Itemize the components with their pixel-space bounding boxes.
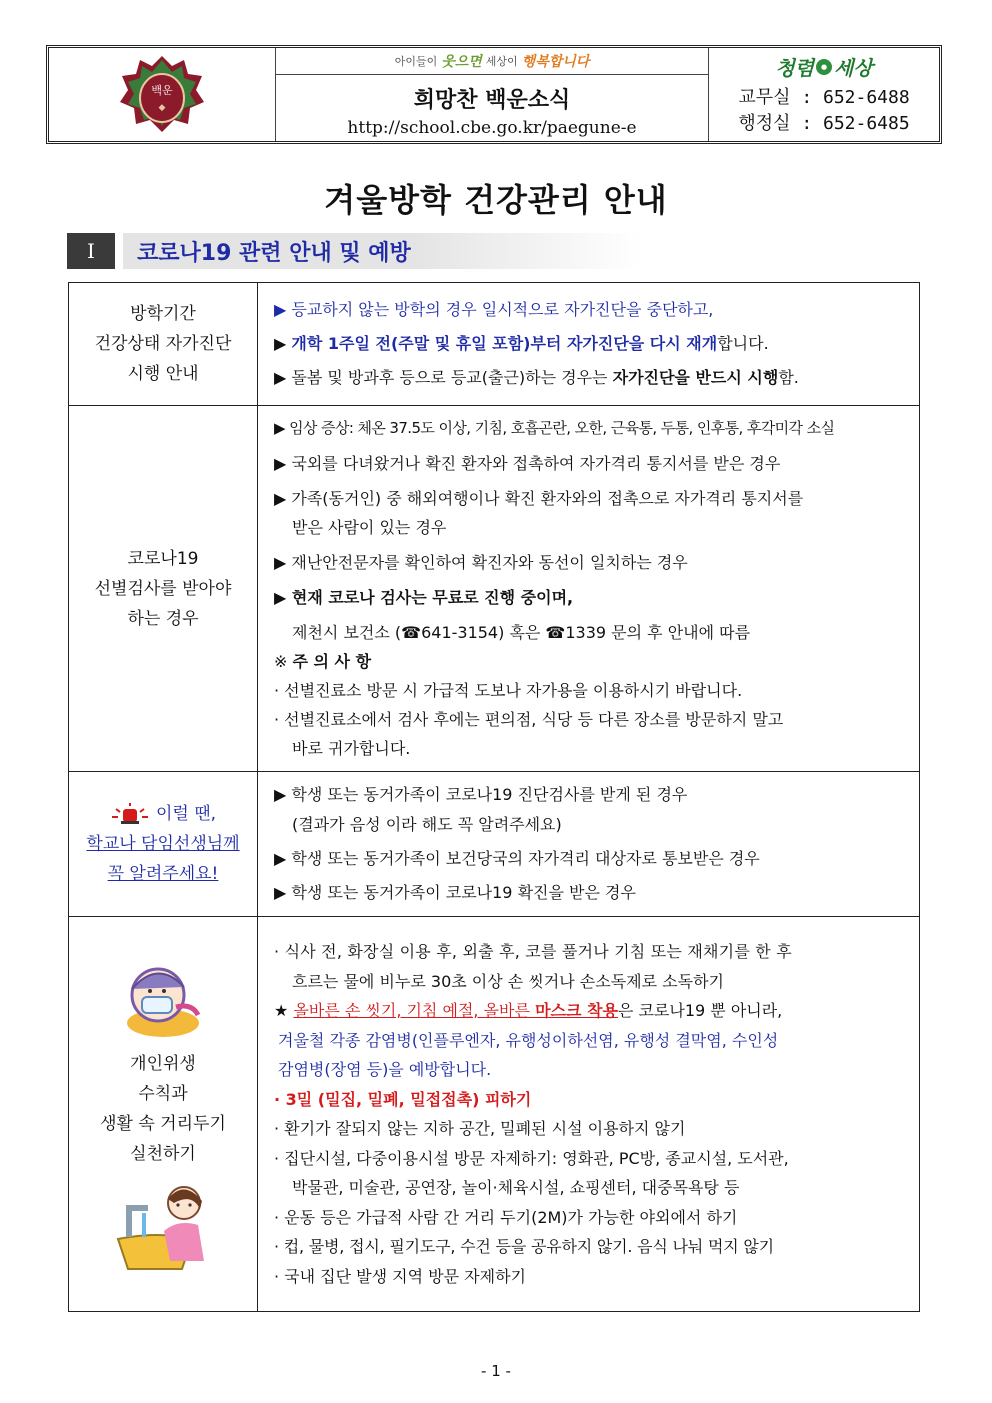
note-line: · 선별진료소 방문 시 가급적 도보나 자가용을 이용하시기 바랍니다. — [274, 681, 743, 700]
row-label-self-check — [69, 283, 258, 406]
phone-office: 교무실 : 652-6488 — [738, 87, 910, 108]
content-text: 은 코로나19 뿐 아니라, — [617, 1001, 783, 1020]
content-line: · 운동 등은 가급적 사람 간 거리 두기(2M)가 가능한 야외에서 하기 — [274, 1207, 738, 1227]
alert-subtitle: 꼭 알려주세요! — [107, 864, 219, 884]
table-row — [69, 406, 920, 772]
section-title: 코로나19 관련 안내 및 예방 — [137, 240, 411, 266]
label-line: 생활 속 거리두기 — [100, 1114, 226, 1134]
svg-text:◆: ◆ — [158, 102, 166, 113]
label-line: 개인위생 — [130, 1054, 196, 1074]
note-mark: ※ — [274, 652, 293, 671]
content-line: ▶ 등교하지 않는 방학의 경우 일시적으로 자가진단을 중단하고, — [274, 300, 714, 319]
section-heading — [67, 233, 642, 269]
logo-text: 백운 — [151, 83, 173, 97]
content-line: 제천시 보건소 (☎641-3154) 혹은 ☎1339 문의 후 안내에 따름 — [292, 623, 751, 642]
guidance-table — [68, 282, 920, 1312]
star-mark: ★ — [274, 1001, 294, 1020]
label-line: 코로나19 — [127, 548, 199, 569]
row-content-self-check — [258, 283, 920, 406]
content-text: ▶ 돌봄 및 방과후 등으로 등교(출근)하는 경우는 — [274, 368, 613, 387]
label-line: 시행 안내 — [127, 364, 199, 384]
content-text: 함. — [778, 368, 799, 387]
content-emphasis: 자가진단을 반드시 시행 — [612, 368, 779, 387]
document-title: 겨울방학 건강관리 안내 — [324, 181, 668, 219]
content-line: ▶ 가족(동거인) 중 해외여행이나 확진 환자와의 접촉으로 자가격리 통지서를 — [274, 489, 804, 508]
slogan — [276, 48, 708, 75]
table-row — [69, 283, 920, 406]
siren-icon — [110, 803, 150, 825]
brand-left: 청렴 — [775, 56, 814, 80]
content-line: 흐르는 물에 비누로 30초 이상 손 씻거나 손소독제로 소독하기 — [292, 971, 724, 991]
contact-cell — [709, 48, 939, 141]
row-label-screening — [69, 406, 258, 772]
handwash-child-icon — [108, 1179, 218, 1275]
content-emphasis: 마스크 착용 — [535, 1001, 618, 1020]
content-line: · 집단시설, 다중이용시설 방문 자제하기: 영화관, PC방, 종교시설, 도서관, — [274, 1148, 789, 1168]
content-emphasis: 올바른 손 씻기, 기침 예절, 올바른 — [293, 1001, 536, 1020]
integrity-brand — [775, 52, 872, 81]
content-line: 겨울철 각종 감염병(인플루엔자, 유행성이하선염, 유행성 결막염, 수인성 — [278, 1030, 779, 1050]
content-emphasis: 개학 1주일 전(주말 및 휴일 포함)부터 자가진단을 다시 재개 — [291, 334, 718, 353]
page-number: - 1 - — [481, 1362, 511, 1380]
brand-dot-icon: ● — [816, 59, 832, 75]
alert-subtitle: 학교나 담임선생님께 — [86, 834, 240, 854]
label-line: 하는 경우 — [127, 608, 199, 629]
header-title-cell — [276, 48, 709, 141]
section-number: I — [67, 233, 115, 269]
brand-right: 세상 — [834, 56, 873, 80]
content-line: ▶ 학생 또는 동거가족이 코로나19 진단검사를 받게 된 경우 — [274, 785, 688, 804]
content-line: · 환기가 잘되지 않는 지하 공간, 밀폐된 시설 이용하지 않기 — [274, 1119, 686, 1138]
logo-cell — [49, 48, 276, 141]
content-line: · 국내 집단 발생 지역 방문 자제하기 — [274, 1266, 526, 1286]
note-title: 주 의 사 항 — [292, 652, 372, 671]
content-text: 합니다. — [717, 334, 769, 353]
row-content-screening — [258, 406, 920, 772]
label-line: 선별검사를 받아야 — [94, 578, 232, 599]
phone-admin: 행정실 : 652-6485 — [738, 113, 910, 134]
content-line: ▶ 학생 또는 동거가족이 코로나19 확진을 받은 경우 — [274, 883, 636, 902]
slogan-part2: 세상이 — [485, 55, 518, 68]
row-label-hygiene — [69, 917, 258, 1312]
school-url[interactable]: http://school.cbe.go.kr/paegune-e — [347, 118, 637, 138]
slogan-word1: 웃으면 — [441, 54, 482, 70]
label-line: 방학기간 — [130, 304, 196, 324]
row-content-notify — [258, 772, 920, 917]
content-line: ▶ 현재 코로나 검사는 무료로 진행 중이며, — [274, 588, 574, 607]
content-line: ▶ 재난안전문자를 확인하여 확진자와 동선이 일치하는 경우 — [274, 553, 688, 572]
label-line: 수칙과 — [138, 1084, 188, 1104]
table-row — [69, 917, 920, 1312]
content-line: 받은 사람이 있는 경우 — [292, 518, 447, 537]
slogan-part1: 아이들이 — [394, 55, 438, 68]
table-row — [69, 772, 920, 917]
bullet: ▶ — [274, 334, 292, 353]
mask-child-icon — [118, 953, 208, 1043]
content-line: 박물관, 미술관, 공연장, 놀이·체육시설, 쇼핑센터, 대중목욕탕 등 — [292, 1178, 740, 1197]
content-line: · 식사 전, 화장실 이용 후, 외출 후, 코를 풀거나 기침 또는 재채기를 한 후 — [274, 942, 792, 961]
slogan-word2: 행복합니다 — [521, 54, 590, 70]
content-line: ▶ 임상 증상: 체온 37.5도 이상, 기침, 호흡곤란, 오한, 근육통, 두통, 인후통, 후각미각 소실 — [274, 419, 835, 437]
content-line: (결과가 음성 이라 해도 꼭 알려주세요) — [292, 815, 562, 834]
row-label-notify — [69, 772, 258, 917]
alert-title: 이럴 땐, — [155, 804, 217, 824]
content-line: ▶ 학생 또는 동거가족이 보건당국의 자가격리 대상자로 통보받은 경우 — [274, 849, 760, 868]
row-content-hygiene — [258, 917, 920, 1312]
school-emblem-icon — [116, 52, 208, 138]
content-line: · 3밀 (밀집, 밀폐, 밀접접촉) 피하기 — [274, 1089, 532, 1109]
newsletter-title: 희망찬 백운소식 — [413, 88, 571, 113]
newsletter-header — [46, 45, 942, 144]
note-line: 바로 귀가합니다. — [292, 739, 411, 758]
label-line: 실천하기 — [130, 1144, 196, 1164]
label-line: 건강상태 자가진단 — [94, 334, 232, 354]
content-line: 감염병(장염 등)을 예방합니다. — [278, 1060, 492, 1079]
content-line: ▶ 국외를 다녀왔거나 확진 환자와 접촉하여 자가격리 통지서를 받은 경우 — [274, 454, 781, 473]
content-line: · 컵, 물병, 접시, 필기도구, 수건 등을 공유하지 않기. 음식 나눠 먹지 않기 — [274, 1237, 774, 1256]
note-line: · 선별진료소에서 검사 후에는 편의점, 식당 등 다른 장소를 방문하지 말고 — [274, 710, 784, 729]
